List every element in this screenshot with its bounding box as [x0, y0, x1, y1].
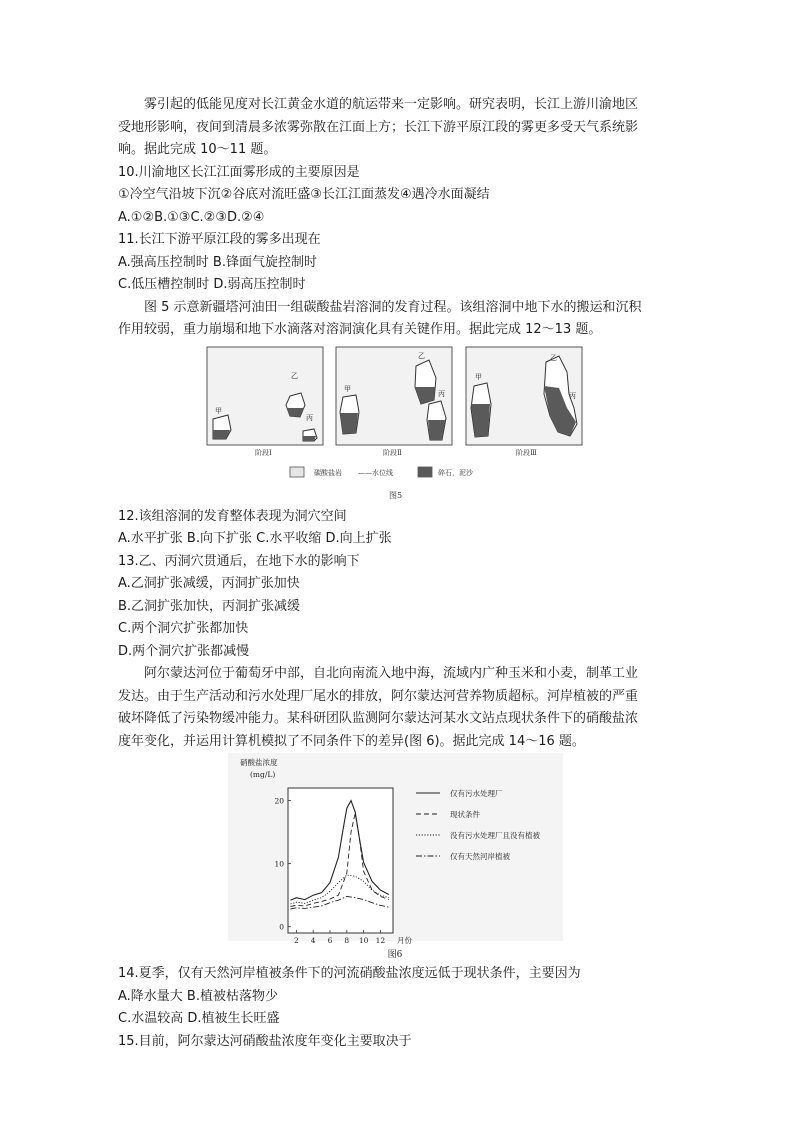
question-14-options-2: C.水温较高 D.植被生长旺盛: [118, 1011, 280, 1026]
intro-3-line-4: 度年变化，并运用计算机模拟了不同条件下的差异(图 6)。据此完成 14～16 题。: [118, 733, 585, 749]
figure-5: [118, 342, 704, 506]
question-14-options-1: A.降水量大 B.植被枯落物少: [118, 988, 278, 1004]
figure-6: [118, 753, 704, 963]
question-11-stem: 11.长江下游平原江段的雾多出现在: [118, 232, 321, 247]
y-axis-label: 硝酸盐浓度: [240, 758, 278, 767]
stage-3-label: 阶段Ⅲ: [516, 448, 537, 457]
label-bing-2: 丙: [438, 389, 445, 398]
question-10-items: ①冷空气沿坡下沉②谷底对流旺盛③长江江面蒸发④遇冷水面凝结: [118, 187, 490, 202]
question-13-stem: 13.乙、丙洞穴贯通后，在地下水的影响下: [118, 553, 360, 569]
plot-area: [288, 788, 393, 933]
stage-3-panel: [466, 347, 582, 457]
x-axis-unit: 月份: [397, 936, 412, 945]
x-tick-label: 10: [358, 936, 369, 945]
x-tick-label: 4: [310, 936, 316, 945]
question-13-option-b: B.乙洞扩张加快，丙洞扩张减缓: [118, 598, 301, 614]
question-12-options: A.水平扩张 B.向下扩张 C.水平收缩 D.向上扩张: [118, 531, 392, 546]
x-tick-label: 6: [327, 936, 333, 945]
intro-2-line-2: 作用较弱，重力崩塌和地下水滴落对溶洞演化具有关键作用。据此完成 12～13 题。: [118, 322, 602, 337]
question-11-options-1: A.强高压控制时 B.锋面气旋控制时: [118, 254, 317, 270]
page-content: [118, 94, 704, 1053]
stage-1-panel: [207, 347, 323, 457]
intro-1-line-2: 受地形影响，夜间到清晨多浓雾弥散在江面上方；长江下游平原江段的雾更多受天气系统影: [118, 119, 639, 135]
intro-2-line-1: 图 5 示意新疆塔河油田一组碳酸盐岩溶洞的发育过程。该组溶洞中地下水的搬运和沉积: [144, 299, 642, 315]
x-tick-label: 2: [294, 936, 299, 945]
label-jia-3: 甲: [475, 372, 482, 381]
legend-label-3: 没有污水处理厂且没有植被: [450, 831, 540, 840]
question-13-option-d: D.两个洞穴扩张都减慢: [118, 643, 250, 659]
intro-1-line-3: 响。据此完成 10～11 题。: [118, 142, 277, 157]
legend-water-line: ——水位线: [358, 468, 393, 477]
figure-5-diagram: [118, 342, 704, 506]
y-tick-label: 10: [274, 859, 284, 869]
label-bing-1: 丙: [306, 413, 313, 422]
cave-bing-1-debris: [303, 436, 316, 441]
legend-rock: 碳酸盐岩: [314, 468, 342, 477]
stage-2-label: 阶段Ⅱ: [383, 448, 402, 457]
figure-6-chart: [118, 753, 704, 963]
legend-label-2: 现状条件: [450, 810, 480, 819]
intro-3-line-2: 发达。由于生产活动和污水处理厂尾水的排放，阿尔蒙达河营养物质超标。河岸植被的严重: [118, 688, 639, 704]
question-13-option-c: C.两个洞穴扩张都加快: [118, 621, 249, 636]
question-10-stem: 10.川渝地区长江江面雾形成的主要原因是: [118, 164, 360, 180]
label-bing-3: 丙: [569, 391, 576, 400]
question-12-stem: 12.该组溶洞的发育整体表现为洞穴空间: [118, 508, 347, 524]
question-14-stem: 14.夏季，仅有天然河岸植被条件下的河流硝酸盐浓度远低于现状条件，主要因为: [118, 966, 581, 981]
label-yi-1: 乙: [291, 371, 298, 380]
legend-label-1: 仅有污水处理厂: [450, 789, 503, 798]
question-10-options: A.①②B.①③C.②③D.②④: [118, 209, 265, 225]
label-jia-1: 甲: [215, 406, 222, 415]
x-tick-label: 8: [344, 936, 350, 945]
intro-1-line-1: 雾引起的低能见度对长江黄金水道的航运带来一定影响。研究表明，长江上游川渝地区: [144, 97, 639, 112]
figure-5-caption: 图5: [389, 490, 403, 500]
cave-jia-2-debris: [340, 413, 358, 434]
legend-label-4: 仅有天然河岸植被: [450, 852, 510, 861]
stage-2-panel: [336, 347, 452, 457]
legend-debris: 碎石，泥沙: [438, 468, 473, 477]
stage-1-label: 阶段Ⅰ: [255, 448, 272, 457]
question-11-options-2: C.低压槽控制时 D.弱高压控制时: [118, 277, 306, 292]
y-tick-label: 0: [279, 922, 284, 932]
label-yi-3: 乙: [550, 353, 557, 362]
figure-5-legend: [290, 467, 474, 478]
x-tick-label: 12: [375, 936, 386, 945]
label-yi-2: 乙: [418, 351, 425, 360]
intro-3-line-3: 破坏降低了污染物缓冲能力。某科研团队监测阿尔蒙达河某水文站点现状条件下的硝酸盐浓: [118, 711, 639, 726]
question-15-stem: 15.目前，阿尔蒙达河硝酸盐浓度年变化主要取决于: [118, 1033, 412, 1049]
y-axis-unit: (mg/L): [250, 770, 276, 779]
intro-3-line-1: 阿尔蒙达河位于葡萄牙中部，自北向南流入地中海，流域内广种玉米和小麦，制革工业: [144, 666, 639, 681]
question-13-option-a: A.乙洞扩张减缓，丙洞扩张加快: [118, 576, 300, 591]
y-tick-label: 20: [274, 796, 284, 806]
label-jia-2: 甲: [344, 384, 351, 393]
figure-6-caption: 图6: [387, 950, 403, 960]
chart-background: [228, 753, 563, 941]
